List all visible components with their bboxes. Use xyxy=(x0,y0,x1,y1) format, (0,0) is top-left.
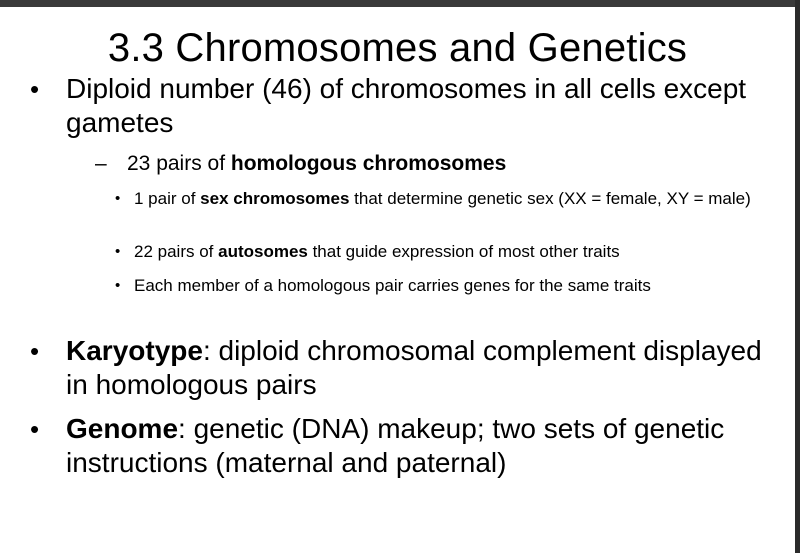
bullet-diploid xyxy=(30,72,778,140)
item-pre: 22 pairs of xyxy=(134,242,219,261)
bullet-text xyxy=(66,412,778,480)
bullet-dot-icon: • xyxy=(115,243,121,260)
item-bold: autosomes xyxy=(218,242,308,261)
bullet-bold: Karyotype xyxy=(66,335,203,366)
bullet-dot-icon: • xyxy=(30,74,40,104)
bullet-post: : diploid chromosomal complement displayed in homologous pairs xyxy=(66,335,762,400)
item-autosomes xyxy=(115,240,775,264)
dash-icon: – xyxy=(95,152,107,175)
window-edge xyxy=(795,0,800,553)
slide-title: 3.3 Chromosomes and Genetics xyxy=(107,26,688,70)
bullet-karyotype xyxy=(30,334,778,402)
bullet-post: : genetic (DNA) makeup; two sets of genetic instructions (maternal and paternal) xyxy=(66,413,725,478)
item-bold: sex chromosomes xyxy=(200,189,350,208)
bullet-text: Diploid number (46) of chromosomes in all cells except gametes xyxy=(66,73,747,138)
item-text xyxy=(134,187,775,211)
item-pre: 1 pair of xyxy=(134,189,201,208)
item-post: that guide expression of most other traits xyxy=(307,242,620,261)
bullet-genome xyxy=(30,412,778,480)
item-homologous-pair xyxy=(115,274,775,298)
item-text xyxy=(134,240,775,264)
item-post: that determine genetic sex (XX = female, XY = male) xyxy=(349,189,751,208)
item-sex-chromosomes xyxy=(115,187,775,211)
bullet-dot-icon: • xyxy=(30,336,40,366)
item-text: Each member of a homologous pair carries genes for the same traits xyxy=(134,276,651,295)
sub-bullet-homologous xyxy=(95,151,775,177)
sub-bullet-pre: 23 pairs of xyxy=(127,152,231,175)
bullet-text xyxy=(66,334,778,402)
bullet-bold: Genome xyxy=(66,413,179,444)
bullet-dot-icon: • xyxy=(115,190,121,207)
sub-bullet-bold: homologous chromosomes xyxy=(230,152,507,175)
bullet-dot-icon: • xyxy=(30,414,40,444)
bullet-dot-icon: • xyxy=(115,277,121,294)
sub-bullet-text xyxy=(127,151,775,177)
slide xyxy=(0,7,795,553)
